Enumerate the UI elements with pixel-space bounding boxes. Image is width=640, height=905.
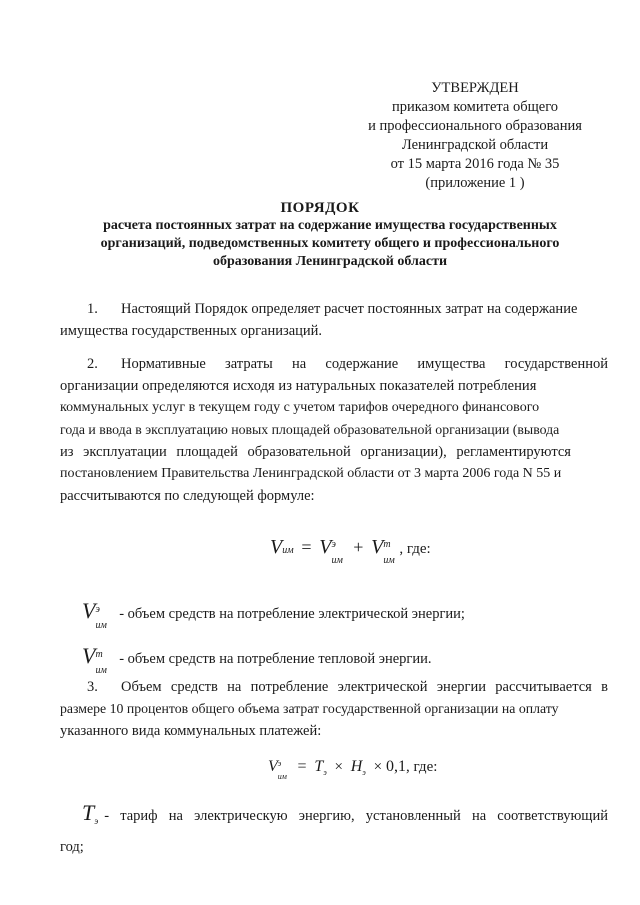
formula-superscript: т — [383, 539, 391, 550]
formula-tail: , где: — [406, 759, 438, 775]
approval-line: и профессионального образования — [368, 118, 582, 134]
formula-symbol: T — [314, 758, 324, 775]
formula-superscript: э — [277, 759, 282, 768]
formula-operator: × — [373, 759, 383, 775]
formula-symbol: V — [319, 536, 332, 558]
formula-subscript: им — [277, 772, 287, 781]
paragraph-3 — [60, 676, 608, 742]
subtitle-line: организаций, подведомственных комитету общего и профессионального — [100, 236, 560, 251]
formula-symbol: V — [371, 536, 384, 558]
formula-subscript: э — [323, 768, 327, 777]
paragraph-number: 3. — [87, 679, 98, 695]
approval-appendix: (приложение 1 ) — [425, 175, 525, 191]
definition-text: - объем средств на потребление электрической энергии; — [119, 606, 465, 622]
document-subtitle — [70, 217, 590, 271]
paragraph-text: размере 10 процентов общего объема затрат государственной организации на оплату — [60, 701, 559, 716]
paragraph-text: года и ввода в эксплуатацию новых площадей образовательной организации (вывода — [60, 422, 560, 437]
formula-electric-volume — [268, 758, 438, 781]
paragraph-text: коммунальных услуг в текущем году с учетом тарифов очередного финансового — [60, 400, 540, 415]
formula-subscript: им — [383, 555, 395, 566]
paragraph-text: организации определяются исходя из натуральных показателей потребления — [60, 378, 537, 394]
paragraph-2 — [60, 353, 608, 507]
definition-tariff — [60, 796, 608, 864]
formula-subscript: э — [94, 816, 99, 826]
approval-block — [340, 79, 610, 193]
approval-date: от 15 марта 2016 года № 35 — [390, 156, 560, 172]
formula-superscript: э — [95, 604, 100, 615]
formula-subscript: им — [282, 545, 294, 556]
formula-superscript: т — [95, 649, 103, 660]
definition-heat-volume — [82, 643, 432, 676]
formula-subscript: им — [95, 620, 107, 631]
approval-line: Ленинградской области — [401, 137, 549, 153]
paragraph-text: имущества государственных организаций. — [60, 323, 323, 339]
approval-line: приказом комитета общего — [391, 99, 559, 115]
paragraph-text: из эксплуатации площадей образовательной организации), регламентируются — [60, 444, 571, 460]
definition-electric-volume — [82, 598, 465, 631]
formula-coefficient: 0,1 — [386, 758, 407, 775]
paragraph-text: Объем средств на потребление электрической энергии рассчитывается в — [121, 679, 608, 695]
formula-subscript: им — [331, 555, 343, 566]
formula-tail: , где: — [399, 541, 431, 557]
formula-symbol: T — [82, 800, 95, 825]
formula-operator: = — [297, 758, 307, 775]
formula-total-volume — [270, 536, 431, 566]
approval-heading: УТВЕРЖДЕН — [431, 80, 519, 96]
formula-symbol: V — [270, 536, 283, 558]
document-title: ПОРЯДОК — [280, 200, 360, 216]
paragraph-text: Настоящий Порядок определяет расчет постоянных затрат на содержание — [121, 301, 578, 317]
paragraph-text: Нормативные затраты на содержание имущества государственной — [121, 356, 608, 372]
formula-symbol: V — [82, 643, 96, 668]
paragraph-text: рассчитываются по следующей формуле: — [60, 488, 315, 504]
formula-operator: × — [334, 759, 343, 775]
definition-text: год; — [60, 839, 84, 855]
subtitle-line: образования Ленинградской области — [212, 254, 448, 269]
formula-operator: + — [353, 537, 364, 557]
paragraph-text: постановлением Правительства Ленинградской области от 3 марта 2006 года N 55 и — [60, 466, 562, 481]
paragraph-number: 1. — [87, 301, 98, 317]
paragraph-1 — [60, 298, 607, 342]
paragraph-number: 2. — [87, 356, 98, 372]
formula-superscript: э — [331, 539, 336, 550]
formula-symbol: V — [82, 598, 96, 623]
subtitle-line: расчета постоянных затрат на содержание имущества государственных — [103, 218, 557, 233]
formula-subscript: им — [95, 665, 107, 676]
formula-operator: = — [301, 537, 312, 557]
formula-symbol: V — [268, 758, 278, 775]
formula-symbol: H — [350, 758, 363, 775]
definition-text: - тариф на электрическую энергию, установленный на соответствующий — [104, 808, 608, 824]
formula-subscript: э — [362, 768, 366, 777]
definition-text: - объем средств на потребление тепловой энергии. — [119, 651, 432, 667]
paragraph-text: указанного вида коммунальных платежей: — [60, 723, 322, 739]
